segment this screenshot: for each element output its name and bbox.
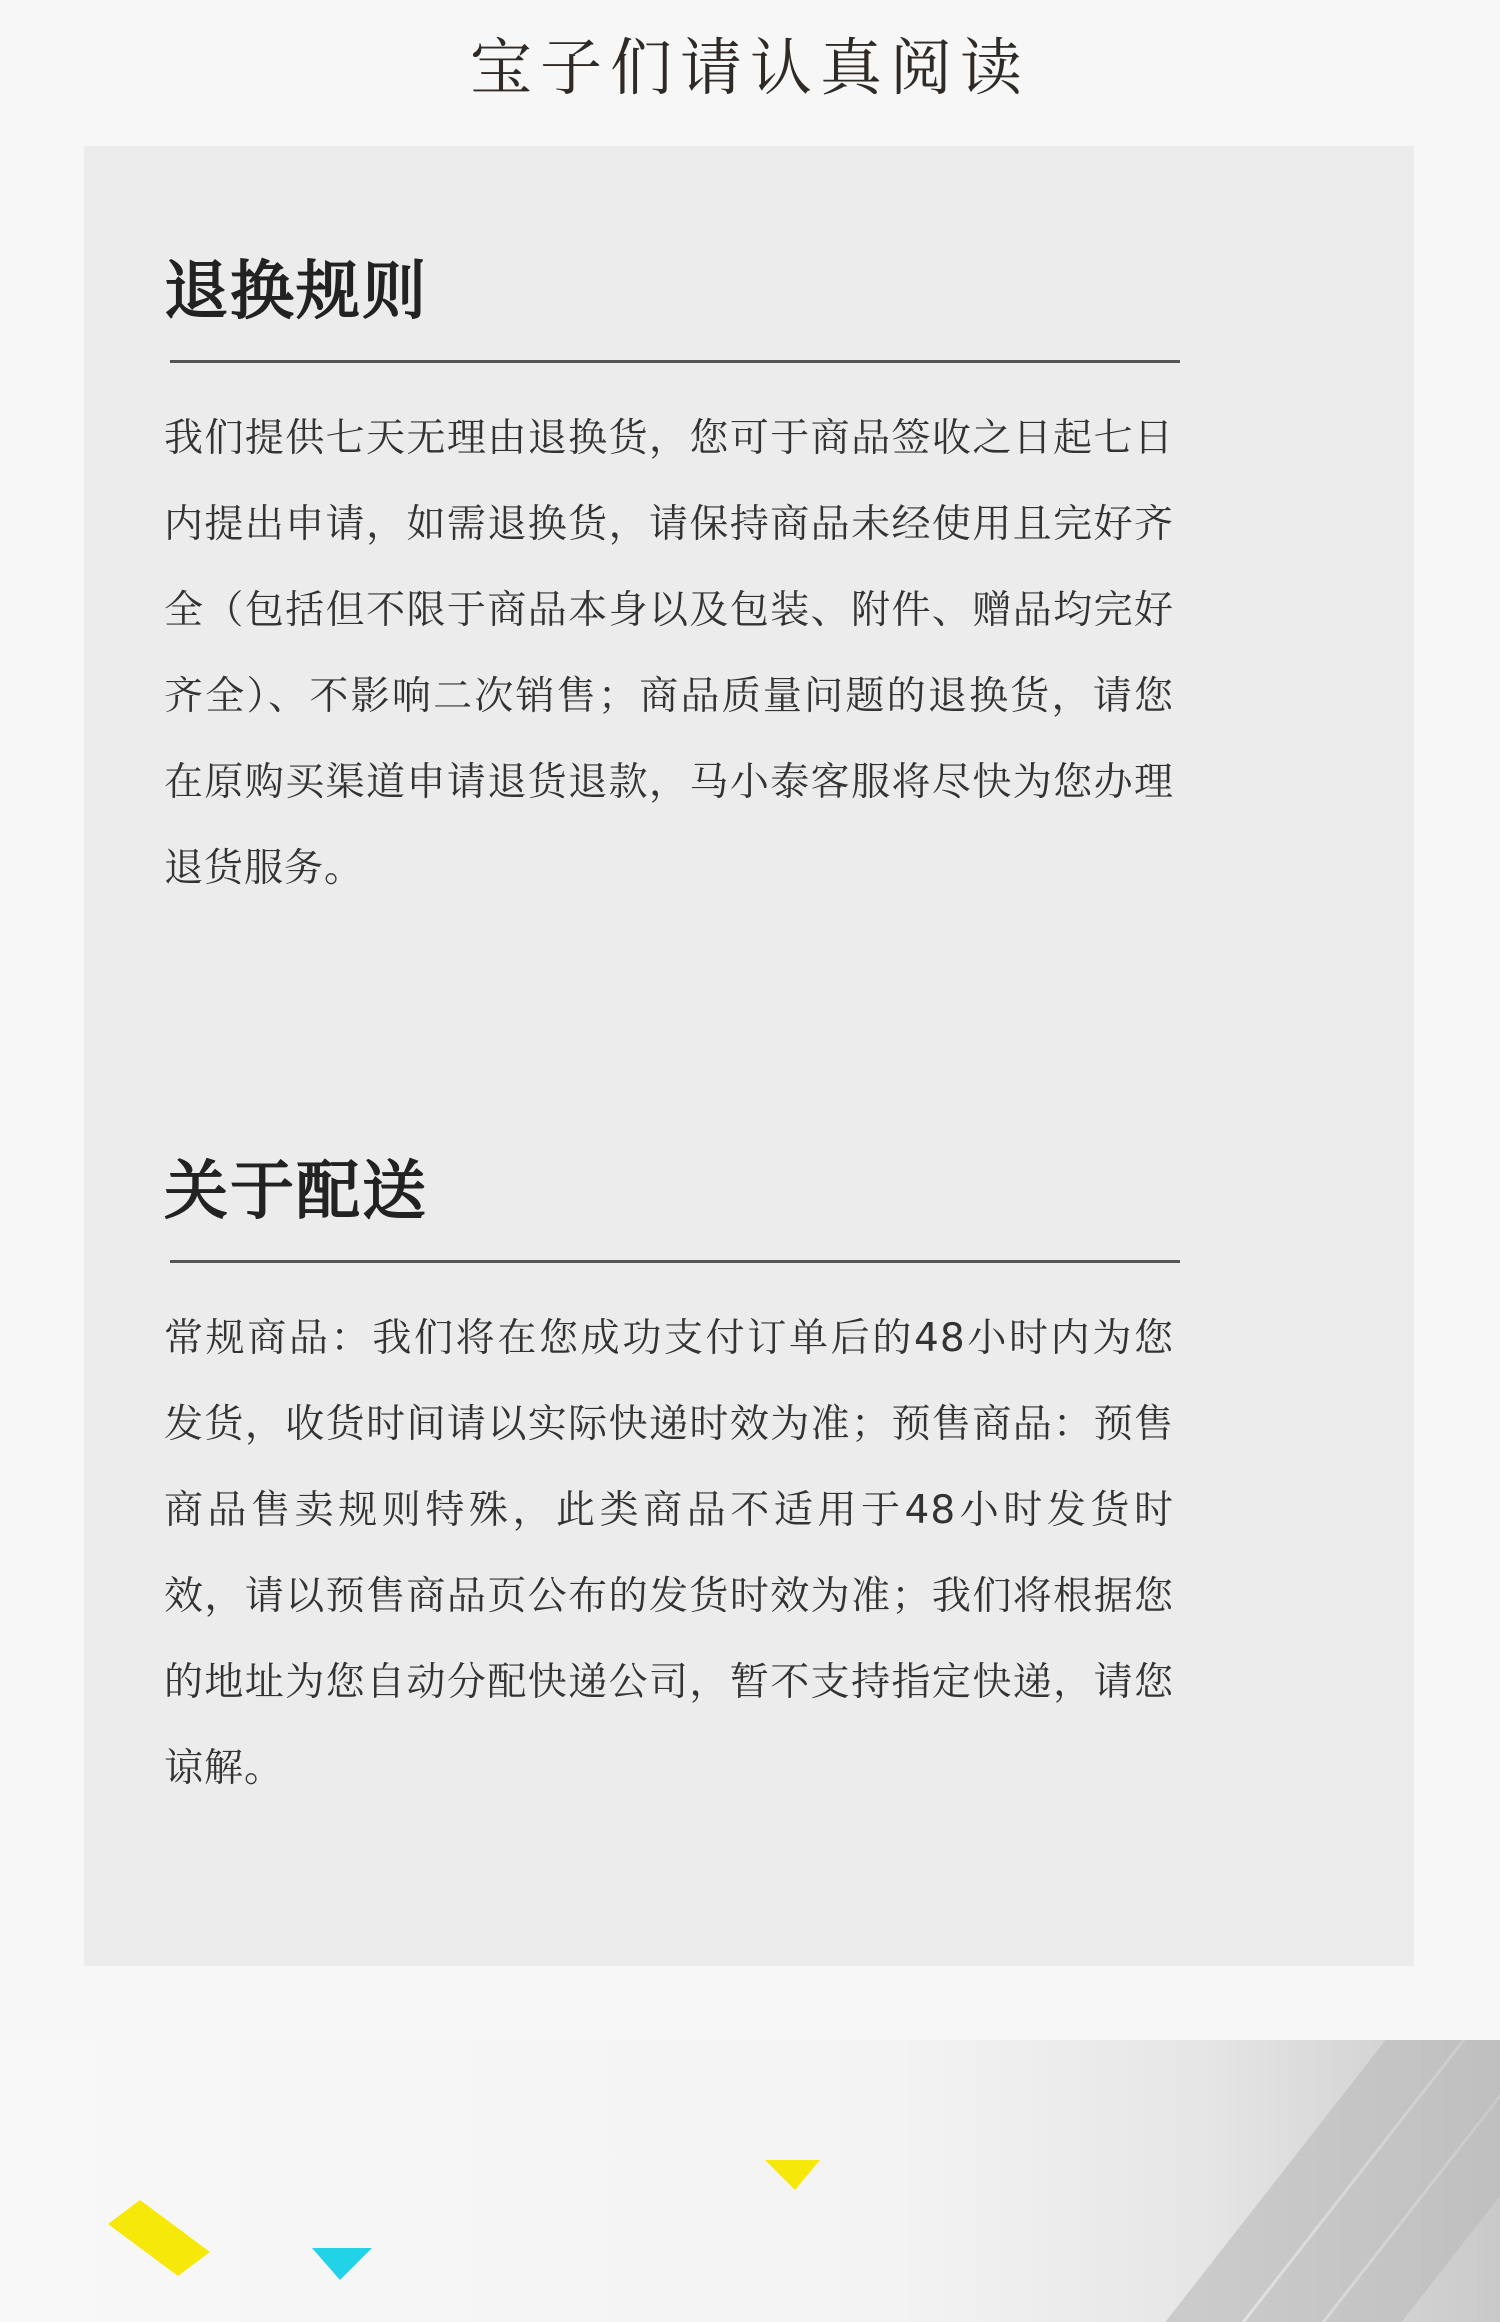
page-title: 宝子们请认真阅读 (469, 31, 1030, 104)
yellow-triangle (765, 2160, 820, 2190)
delivery-section (164, 1155, 1174, 1791)
yellow-ribbon (108, 2200, 210, 2276)
promo-banner (0, 2040, 1500, 2322)
section-divider (170, 360, 1180, 363)
delivery-text: 常规商品：我们将在您成功支付订单后的48小时内为您发货，收货时间请以实际快递时效为准；预售商品：预售商品售卖规则特殊，此类商品不适用于48小时发货时效，请以预售商品页公布的发货时效为准；我们将根据您的地址为您自动分配快递公司，暂不支持指定快递，请您谅解。 (164, 1316, 1174, 1791)
delivery-heading: 关于配送 (164, 1155, 428, 1229)
return-policy-text: 我们提供七天无理由退换货，您可于商品签收之日起七日内提出申请，如需退换货，请保持商品未经使用且完好齐全（包括但不限于商品本身以及包装、附件、赠品均完好齐全）、不影响二次销售；商品质量问题的退换货，请您在原购买渠道申请退货退款，马小泰客服将尽快为您办理退货服务。 (164, 416, 1174, 891)
section-divider (170, 1260, 1180, 1263)
banner-decor (0, 2040, 1500, 2322)
return-policy-heading: 退换规则 (164, 255, 428, 329)
cyan-triangle (312, 2248, 372, 2280)
return-policy-section (164, 255, 1174, 891)
